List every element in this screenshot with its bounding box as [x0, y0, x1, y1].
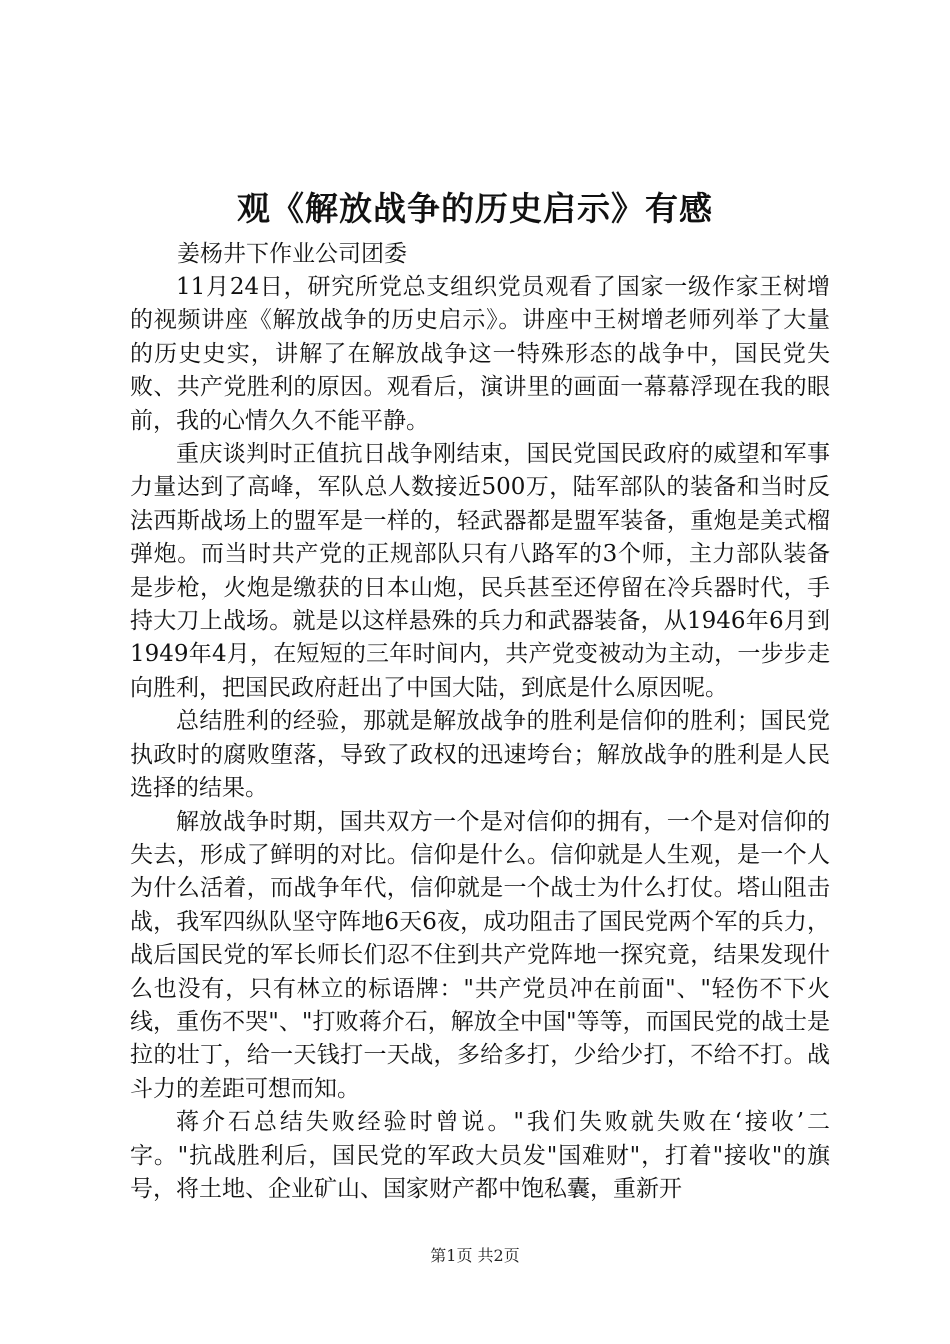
document-body	[130, 236, 830, 1206]
paragraph-2: 重庆谈判时正值抗日战争刚结束，国民党国民政府的威望和军事力量达到了高峰，军队总人数接近500万，陆军部队的装备和当时反法西斯战场上的盟军是一样的，轻武器都是盟军装备，重炮是美式榴弹炮。而当时共产党的正规部队只有八路军的3个师，主力部队装备是步枪，火炮是缴获的日本山炮，民兵甚至还停留在冷兵器时代，手持大刀上战场。就是以这样悬殊的兵力和武器装备，从1946年6月到1949年4月，在短短的三年时间内，共产党变被动为主动，一步步走向胜利，把国民政府赶出了中国大陆，到底是什么原因呢。	[130, 441, 830, 701]
paragraph-1: 11月24日，研究所党总支组织党员观看了国家一级作家王树增的视频讲座《解放战争的历史启示》。讲座中王树增老师列举了大量的历史史实，讲解了在解放战争这一特殊形态的战争中，国民党失败、共产党胜利的原因。观看后，演讲里的画面一幕幕浮现在我的眼前，我的心情久久不能平静。	[130, 274, 830, 434]
page-footer: 第1页 共2页	[430, 1246, 520, 1265]
paragraph-4: 解放战争时期，国共双方一个是对信仰的拥有，一个是对信仰的失去，形成了鲜明的对比。信仰是什么。信仰就是人生观，是一个人为什么活着，而战争年代，信仰就是一个战士为什么打仗。塔山阻击战，我军四纵队坚守阵地6天6夜，成功阻击了国民党两个军的兵力，战后国民党的军长师长们忍不住到共产党阵地一探究竟，结果发现什么也没有，只有林立的标语牌："共产党员冲在前面"、"轻伤不下火线，重伤不哭"、"打败蒋介石，解放全中国"等等，而国民党的战士是拉的壮丁，给一天钱打一天战，多给多打，少给少打，不给不打。战斗力的差距可想而知。	[130, 808, 830, 1102]
paragraph-3: 总结胜利的经验，那就是解放战争的胜利是信仰的胜利；国民党执政时的腐败堕落，导致了政权的迅速垮台；解放战争的胜利是人民选择的结果。	[130, 708, 830, 802]
paragraph-5: 蒋介石总结失败经验时曾说。"我们失败就失败在‘接收’二字。"抗战胜利后，国民党的军政大员发"国难财"，打着"接收"的旗号，将土地、企业矿山、国家财产都中饱私囊，重新开	[130, 1109, 830, 1202]
document-title: 观《解放战争的历史启示》有感	[237, 189, 713, 228]
author-line: 姜杨井下作业公司团委	[177, 241, 407, 267]
